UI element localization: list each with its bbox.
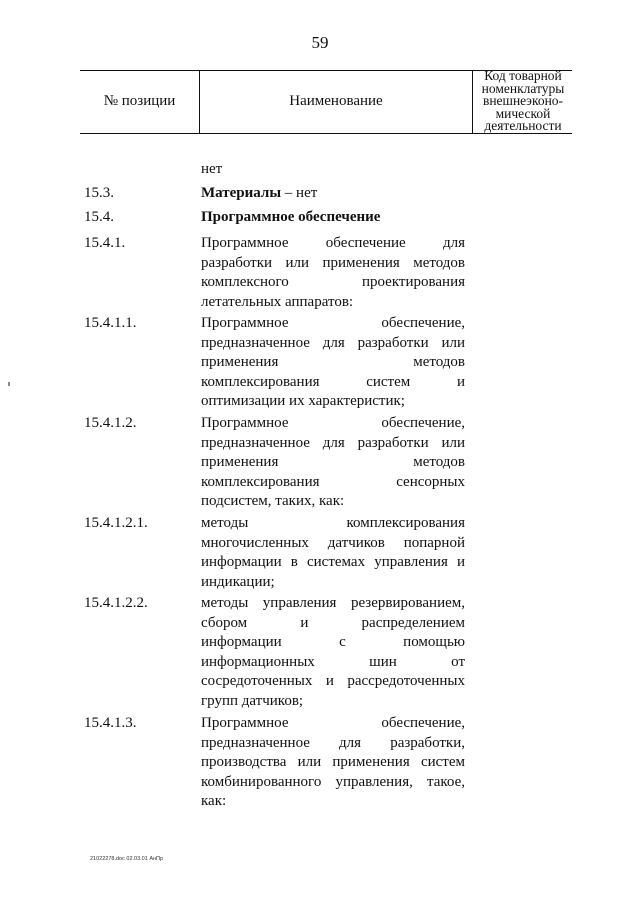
entry-line: применения методов bbox=[201, 454, 465, 470]
entry-line: летательных аппаратов: bbox=[201, 293, 354, 310]
table-header-divider-2 bbox=[472, 70, 473, 133]
header-position-number: № позиции bbox=[103, 93, 176, 109]
position-number: 15.4.1.3. bbox=[84, 715, 137, 731]
entry-line: Программное обеспечение, bbox=[201, 715, 465, 731]
entry-line: предназначенное для разработки или bbox=[201, 334, 465, 351]
page-number: 59 bbox=[311, 33, 329, 52]
header-code-line: внешнеэконо- bbox=[482, 93, 564, 109]
position-number: 15.4.1.2.2. bbox=[84, 595, 148, 611]
position-number: 15.4.1. bbox=[84, 235, 126, 251]
position-number: 15.4.1.2.1. bbox=[84, 515, 148, 531]
entry-line: как: bbox=[201, 793, 227, 809]
entry-text bbox=[201, 234, 465, 312]
entry-line: информационных шин от bbox=[201, 653, 465, 670]
entry-line: Программное обеспечение, bbox=[201, 415, 465, 431]
entry-bold-title: Материалы bbox=[201, 185, 282, 201]
header-code-line: деятельности bbox=[484, 118, 562, 134]
entry-text bbox=[201, 184, 465, 204]
entry-line: предназначенное для разработки, bbox=[201, 734, 465, 751]
entry-line: подсистем, таких, как: bbox=[201, 493, 345, 509]
entry-line: индикации; bbox=[201, 573, 275, 590]
entry-bold-title: Программное обеспечение bbox=[201, 209, 381, 225]
header-code-line: мической bbox=[495, 105, 551, 121]
header-code-line: номенклатуры bbox=[481, 80, 565, 96]
entry-text bbox=[201, 314, 465, 412]
entry-line: сосредоточенных и рассредоточенных bbox=[201, 673, 465, 689]
entry-text bbox=[201, 414, 465, 512]
position-number: 15.4.1.2. bbox=[84, 415, 137, 431]
header-code-line: Код товарной bbox=[484, 68, 562, 84]
entry-line: информации в системах управления и bbox=[201, 554, 465, 570]
margin-mark bbox=[8, 382, 10, 386]
header-customs-code bbox=[474, 70, 572, 133]
entry-text bbox=[201, 714, 465, 812]
table-header-bottom-rule bbox=[80, 133, 572, 134]
entry-line: сбором и распределением bbox=[201, 614, 465, 631]
entry-line: производства или применения систем bbox=[201, 754, 465, 770]
entry-line: Программное обеспечение, bbox=[201, 315, 465, 331]
entry-line: оптимизации их характеристик; bbox=[201, 393, 405, 409]
entry-text bbox=[201, 594, 465, 711]
entry-line: применения методов bbox=[201, 354, 465, 370]
entry-text bbox=[201, 208, 465, 228]
entry-line: информации с помощью bbox=[201, 634, 465, 650]
entry-line: методы комплексирования bbox=[201, 515, 465, 531]
entry-line: комплексирования сенсорных bbox=[201, 473, 465, 490]
entry-line: нет bbox=[201, 161, 223, 177]
entry-line: групп датчиков; bbox=[201, 692, 304, 709]
position-number: 15.3. bbox=[84, 185, 114, 201]
entry-text bbox=[201, 514, 465, 592]
entry-line: методы управления резервированием, bbox=[201, 595, 465, 611]
entry-text bbox=[201, 160, 465, 180]
entry-line: комбинированного управления, такое, bbox=[201, 773, 465, 790]
entry-line: комплексирования систем и bbox=[201, 373, 465, 390]
entry-line: Программное обеспечение для bbox=[201, 235, 465, 251]
entry-line: разработки или применения методов bbox=[201, 254, 465, 271]
position-number: 15.4.1.1. bbox=[84, 315, 137, 331]
header-name: Наименование bbox=[289, 93, 383, 109]
entry-line: предназначенное для разработки или bbox=[201, 434, 465, 451]
entry-line: – нет bbox=[281, 185, 318, 201]
document-footer: 21022278.doc 02.03.01 АнПр bbox=[90, 856, 164, 862]
position-number: 15.4. bbox=[84, 209, 114, 225]
entry-line: комплексного проектирования bbox=[201, 274, 465, 290]
entry-line: многочисленных датчиков попарной bbox=[201, 534, 465, 551]
